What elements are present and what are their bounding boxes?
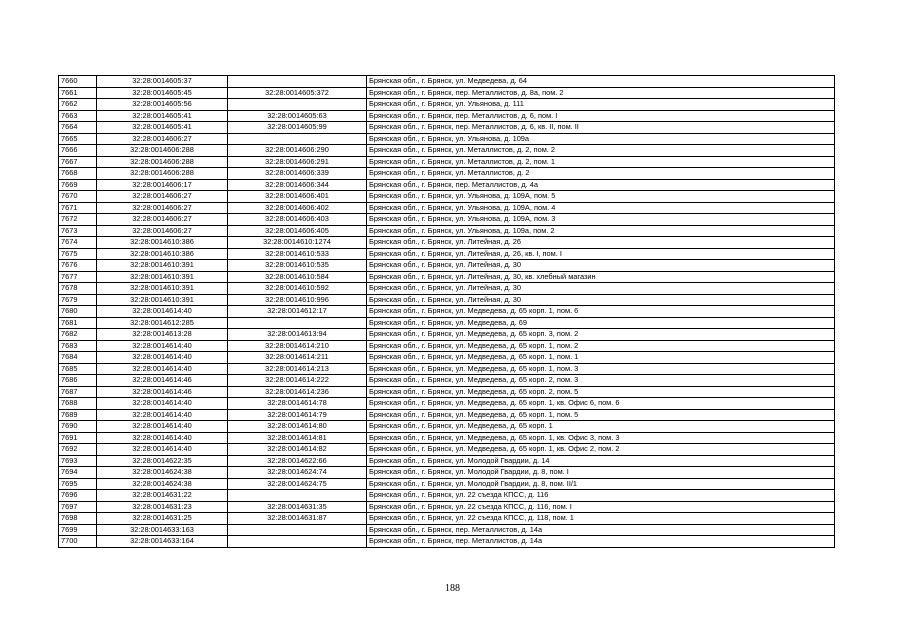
row-number-cell: 7681 [59, 317, 97, 329]
address-cell: Брянская обл., г. Брянск, ул. Молодой Гвардии, д. 14 [367, 455, 835, 467]
object-cadastral-number-cell: 32:28:0014614:210 [228, 340, 367, 352]
object-cadastral-number-cell: 32:28:0014605:63 [228, 110, 367, 122]
table-row [59, 306, 835, 318]
table-row [59, 501, 835, 513]
object-cadastral-number-cell: 32:28:0014631:35 [228, 501, 367, 513]
table-row [59, 145, 835, 157]
parcel-cadastral-number-cell: 32:28:0014606:27 [97, 225, 228, 237]
table-row [59, 432, 835, 444]
object-cadastral-number-cell: 32:28:0014605:99 [228, 122, 367, 134]
row-number-cell: 7682 [59, 329, 97, 341]
address-cell: Брянская обл., г. Брянск, ул. Медведева, д. 65 корп. 1, пом. 3 [367, 363, 835, 375]
object-cadastral-number-cell: 32:28:0014614:79 [228, 409, 367, 421]
address-cell: Брянская обл., г. Брянск, ул. Медведева, д. 65 корп. 1, кв. Офис 2, пом. 2 [367, 444, 835, 456]
row-number-cell: 7665 [59, 133, 97, 145]
table-row [59, 202, 835, 214]
table-row [59, 524, 835, 536]
object-cadastral-number-cell: 32:28:0014610:1274 [228, 237, 367, 249]
table-row [59, 398, 835, 410]
table-row [59, 536, 835, 548]
row-number-cell: 7691 [59, 432, 97, 444]
table-row [59, 248, 835, 260]
row-number-cell: 7661 [59, 87, 97, 99]
object-cadastral-number-cell [228, 133, 367, 145]
parcel-cadastral-number-cell: 32:28:0014606:27 [97, 133, 228, 145]
row-number-cell: 7675 [59, 248, 97, 260]
row-number-cell: 7676 [59, 260, 97, 272]
table-row [59, 478, 835, 490]
address-cell: Брянская обл., г. Брянск, ул. Медведева, д. 65 корп. 2, пом. 3 [367, 375, 835, 387]
table-row [59, 133, 835, 145]
parcel-cadastral-number-cell: 32:28:0014610:391 [97, 294, 228, 306]
table-row [59, 110, 835, 122]
object-cadastral-number-cell: 32:28:0014624:75 [228, 478, 367, 490]
table-row [59, 329, 835, 341]
parcel-cadastral-number-cell: 32:28:0014606:288 [97, 145, 228, 157]
object-cadastral-number-cell: 32:28:0014606:401 [228, 191, 367, 203]
table-row [59, 76, 835, 88]
parcel-cadastral-number-cell: 32:28:0014614:46 [97, 386, 228, 398]
object-cadastral-number-cell: 32:28:0014606:402 [228, 202, 367, 214]
table-row [59, 179, 835, 191]
parcel-cadastral-number-cell: 32:28:0014614:40 [97, 432, 228, 444]
object-cadastral-number-cell [228, 76, 367, 88]
table-row [59, 352, 835, 364]
page-number: 188 [445, 583, 460, 594]
object-cadastral-number-cell: 32:28:0014622:66 [228, 455, 367, 467]
table-row [59, 214, 835, 226]
object-cadastral-number-cell [228, 317, 367, 329]
object-cadastral-number-cell: 32:28:0014606:344 [228, 179, 367, 191]
row-number-cell: 7686 [59, 375, 97, 387]
address-cell: Брянская обл., г. Брянск, ул. Медведева, д. 65 корп. 2, пом. 5 [367, 386, 835, 398]
parcel-cadastral-number-cell: 32:28:0014613:28 [97, 329, 228, 341]
table-row [59, 490, 835, 502]
row-number-cell: 7672 [59, 214, 97, 226]
parcel-cadastral-number-cell: 32:28:0014606:288 [97, 168, 228, 180]
table-row [59, 513, 835, 525]
parcel-cadastral-number-cell: 32:28:0014612:285 [97, 317, 228, 329]
row-number-cell: 7685 [59, 363, 97, 375]
row-number-cell: 7677 [59, 271, 97, 283]
object-cadastral-number-cell: 32:28:0014614:213 [228, 363, 367, 375]
row-number-cell: 7666 [59, 145, 97, 157]
parcel-cadastral-number-cell: 32:28:0014606:17 [97, 179, 228, 191]
table-row [59, 455, 835, 467]
address-cell: Брянская обл., г. Брянск, ул. Медведева, д. 65 корп. 3, пом. 2 [367, 329, 835, 341]
object-cadastral-number-cell [228, 524, 367, 536]
object-cadastral-number-cell: 32:28:0014614:81 [228, 432, 367, 444]
row-number-cell: 7700 [59, 536, 97, 548]
address-cell: Брянская обл., г. Брянск, ул. Медведева, д. 65 корп. 1, пом. 2 [367, 340, 835, 352]
object-cadastral-number-cell: 32:28:0014606:339 [228, 168, 367, 180]
address-cell: Брянская обл., г. Брянск, ул. Литейная, д. 26 [367, 237, 835, 249]
object-cadastral-number-cell: 32:28:0014610:535 [228, 260, 367, 272]
address-cell: Брянская обл., г. Брянск, ул. Медведева, д. 69 [367, 317, 835, 329]
row-number-cell: 7671 [59, 202, 97, 214]
address-cell: Брянская обл., г. Брянск, ул. Медведева, д. 65 корп. 1, кв. Офис 3, пом. 3 [367, 432, 835, 444]
row-number-cell: 7670 [59, 191, 97, 203]
address-cell: Брянская обл., г. Брянск, пер. Металлистов, д. 14а [367, 524, 835, 536]
parcel-cadastral-number-cell: 32:28:0014631:25 [97, 513, 228, 525]
object-cadastral-number-cell: 32:28:0014612:17 [228, 306, 367, 318]
parcel-cadastral-number-cell: 32:28:0014606:27 [97, 214, 228, 226]
object-cadastral-number-cell: 32:28:0014614:82 [228, 444, 367, 456]
table-row [59, 260, 835, 272]
parcel-cadastral-number-cell: 32:28:0014605:41 [97, 122, 228, 134]
object-cadastral-number-cell: 32:28:0014614:211 [228, 352, 367, 364]
address-cell: Брянская обл., г. Брянск, ул. Медведева, д. 65 корп. 1 [367, 421, 835, 433]
address-cell: Брянская обл., г. Брянск, ул. Ульянова, д. 109А, пом. 4 [367, 202, 835, 214]
object-cadastral-number-cell: 32:28:0014606:403 [228, 214, 367, 226]
row-number-cell: 7663 [59, 110, 97, 122]
table-row [59, 386, 835, 398]
address-cell: Брянская обл., г. Брянск, ул. 22 съезда КПСС, д. 116 [367, 490, 835, 502]
address-cell: Брянская обл., г. Брянск, пер. Металлистов, д. 6, пом. I [367, 110, 835, 122]
row-number-cell: 7678 [59, 283, 97, 295]
parcel-cadastral-number-cell: 32:28:0014633:163 [97, 524, 228, 536]
object-cadastral-number-cell: 32:28:0014606:290 [228, 145, 367, 157]
object-cadastral-number-cell [228, 99, 367, 111]
object-cadastral-number-cell: 32:28:0014610:533 [228, 248, 367, 260]
table-row [59, 99, 835, 111]
object-cadastral-number-cell: 32:28:0014614:80 [228, 421, 367, 433]
address-cell: Брянская обл., г. Брянск, ул. 22 съезда КПСС, д. 116, пом. I [367, 501, 835, 513]
parcel-cadastral-number-cell: 32:28:0014633:164 [97, 536, 228, 548]
table-row [59, 225, 835, 237]
object-cadastral-number-cell: 32:28:0014610:996 [228, 294, 367, 306]
row-number-cell: 7693 [59, 455, 97, 467]
parcel-cadastral-number-cell: 32:28:0014624:38 [97, 467, 228, 479]
address-cell: Брянская обл., г. Брянск, ул. Ульянова, д. 109а [367, 133, 835, 145]
object-cadastral-number-cell: 32:28:0014606:291 [228, 156, 367, 168]
address-cell: Брянская обл., г. Брянск, ул. Медведева, д. 65 корп. 1, пом. 5 [367, 409, 835, 421]
address-cell: Брянская обл., г. Брянск, пер. Металлистов, д. 4а [367, 179, 835, 191]
address-cell: Брянская обл., г. Брянск, ул. Литейная, д. 30 [367, 294, 835, 306]
row-number-cell: 7697 [59, 501, 97, 513]
table-row [59, 467, 835, 479]
table-row [59, 156, 835, 168]
parcel-cadastral-number-cell: 32:28:0014614:40 [97, 340, 228, 352]
table-row [59, 409, 835, 421]
row-number-cell: 7683 [59, 340, 97, 352]
object-cadastral-number-cell: 32:28:0014605:372 [228, 87, 367, 99]
table-row [59, 237, 835, 249]
row-number-cell: 7690 [59, 421, 97, 433]
address-cell: Брянская обл., г. Брянск, ул. Литейная, д. 30, кв. хлебный магазин [367, 271, 835, 283]
object-cadastral-number-cell: 32:28:0014624:74 [228, 467, 367, 479]
row-number-cell: 7694 [59, 467, 97, 479]
address-cell: Брянская обл., г. Брянск, ул. Литейная, д. 30 [367, 260, 835, 272]
parcel-cadastral-number-cell: 32:28:0014624:38 [97, 478, 228, 490]
address-cell: Брянская обл., г. Брянск, ул. Ульянова, д. 109А, пом. 5 [367, 191, 835, 203]
object-cadastral-number-cell [228, 490, 367, 502]
parcel-cadastral-number-cell: 32:28:0014614:40 [97, 444, 228, 456]
registry-table [58, 75, 835, 548]
table-row [59, 317, 835, 329]
parcel-cadastral-number-cell: 32:28:0014614:40 [97, 352, 228, 364]
parcel-cadastral-number-cell: 32:28:0014622:35 [97, 455, 228, 467]
row-number-cell: 7689 [59, 409, 97, 421]
table-row [59, 444, 835, 456]
table-row [59, 283, 835, 295]
parcel-cadastral-number-cell: 32:28:0014610:386 [97, 248, 228, 260]
row-number-cell: 7673 [59, 225, 97, 237]
address-cell: Брянская обл., г. Брянск, пер. Металлистов, д. 14а [367, 536, 835, 548]
address-cell: Брянская обл., г. Брянск, ул. Медведева, д. 65 корп. 1, пом. 1 [367, 352, 835, 364]
address-cell: Брянская обл., г. Брянск, ул. Ульянова, д. 111 [367, 99, 835, 111]
address-cell: Брянская обл., г. Брянск, ул. Ульянова, д. 109а, пом. 2 [367, 225, 835, 237]
parcel-cadastral-number-cell: 32:28:0014610:391 [97, 260, 228, 272]
address-cell: Брянская обл., г. Брянск, ул. Медведева, д. 64 [367, 76, 835, 88]
parcel-cadastral-number-cell: 32:28:0014610:391 [97, 283, 228, 295]
parcel-cadastral-number-cell: 32:28:0014614:40 [97, 409, 228, 421]
parcel-cadastral-number-cell: 32:28:0014614:40 [97, 421, 228, 433]
address-cell: Брянская обл., г. Брянск, ул. Металлистов, д. 2, пом. 2 [367, 145, 835, 157]
table-row [59, 271, 835, 283]
parcel-cadastral-number-cell: 32:28:0014606:288 [97, 156, 228, 168]
row-number-cell: 7667 [59, 156, 97, 168]
object-cadastral-number-cell: 32:28:0014610:584 [228, 271, 367, 283]
parcel-cadastral-number-cell: 32:28:0014631:22 [97, 490, 228, 502]
row-number-cell: 7698 [59, 513, 97, 525]
object-cadastral-number-cell: 32:28:0014610:592 [228, 283, 367, 295]
parcel-cadastral-number-cell: 32:28:0014614:40 [97, 363, 228, 375]
address-cell: Брянская обл., г. Брянск, ул. Молодой Гвардии, д. 8, пом. II/1 [367, 478, 835, 490]
parcel-cadastral-number-cell: 32:28:0014605:41 [97, 110, 228, 122]
address-cell: Брянская обл., г. Брянск, ул. Ульянова, д. 109А, пом. 3 [367, 214, 835, 226]
table-row [59, 363, 835, 375]
parcel-cadastral-number-cell: 32:28:0014631:23 [97, 501, 228, 513]
parcel-cadastral-number-cell: 32:28:0014610:391 [97, 271, 228, 283]
address-cell: Брянская обл., г. Брянск, ул. Металлистов, д. 2 [367, 168, 835, 180]
row-number-cell: 7684 [59, 352, 97, 364]
address-cell: Брянская обл., г. Брянск, ул. 22 съезда КПСС, д. 118, пом. 1 [367, 513, 835, 525]
table-row [59, 87, 835, 99]
table-row [59, 421, 835, 433]
address-cell: Брянская обл., г. Брянск, ул. Литейная, д. 30 [367, 283, 835, 295]
object-cadastral-number-cell: 32:28:0014614:78 [228, 398, 367, 410]
address-cell: Брянская обл., г. Брянск, ул. Молодой Гвардии, д. 8, пом. I [367, 467, 835, 479]
registry-table-body [59, 76, 835, 548]
parcel-cadastral-number-cell: 32:28:0014614:46 [97, 375, 228, 387]
address-cell: Брянская обл., г. Брянск, пер. Металлистов, д. 6, кв. II, пом. II [367, 122, 835, 134]
address-cell: Брянская обл., г. Брянск, пер. Металлистов, д. 8а, пом. 2 [367, 87, 835, 99]
parcel-cadastral-number-cell: 32:28:0014614:40 [97, 398, 228, 410]
object-cadastral-number-cell: 32:28:0014606:405 [228, 225, 367, 237]
table-row [59, 168, 835, 180]
object-cadastral-number-cell: 32:28:0014631:87 [228, 513, 367, 525]
row-number-cell: 7669 [59, 179, 97, 191]
address-cell: Брянская обл., г. Брянск, ул. Металлистов, д. 2, пом. 1 [367, 156, 835, 168]
object-cadastral-number-cell [228, 536, 367, 548]
row-number-cell: 7668 [59, 168, 97, 180]
row-number-cell: 7674 [59, 237, 97, 249]
parcel-cadastral-number-cell: 32:28:0014610:386 [97, 237, 228, 249]
object-cadastral-number-cell: 32:28:0014613:94 [228, 329, 367, 341]
table-row [59, 122, 835, 134]
row-number-cell: 7695 [59, 478, 97, 490]
parcel-cadastral-number-cell: 32:28:0014605:56 [97, 99, 228, 111]
address-cell: Брянская обл., г. Брянск, ул. Медведева, д. 65 корп. 1, кв. Офис 6, пом. 6 [367, 398, 835, 410]
parcel-cadastral-number-cell: 32:28:0014606:27 [97, 191, 228, 203]
table-row [59, 191, 835, 203]
table-row [59, 294, 835, 306]
row-number-cell: 7699 [59, 524, 97, 536]
row-number-cell: 7679 [59, 294, 97, 306]
object-cadastral-number-cell: 32:28:0014614:222 [228, 375, 367, 387]
object-cadastral-number-cell: 32:28:0014614:236 [228, 386, 367, 398]
parcel-cadastral-number-cell: 32:28:0014614:40 [97, 306, 228, 318]
row-number-cell: 7696 [59, 490, 97, 502]
row-number-cell: 7687 [59, 386, 97, 398]
table-row [59, 375, 835, 387]
table-row [59, 340, 835, 352]
row-number-cell: 7660 [59, 76, 97, 88]
parcel-cadastral-number-cell: 32:28:0014606:27 [97, 202, 228, 214]
row-number-cell: 7692 [59, 444, 97, 456]
row-number-cell: 7688 [59, 398, 97, 410]
row-number-cell: 7662 [59, 99, 97, 111]
row-number-cell: 7680 [59, 306, 97, 318]
parcel-cadastral-number-cell: 32:28:0014605:37 [97, 76, 228, 88]
row-number-cell: 7664 [59, 122, 97, 134]
parcel-cadastral-number-cell: 32:28:0014605:45 [97, 87, 228, 99]
address-cell: Брянская обл., г. Брянск, ул. Медведева, д. 65 корп. 1, пом. 6 [367, 306, 835, 318]
address-cell: Брянская обл., г. Брянск, ул. Литейная, д. 26, кв. I, пом. I [367, 248, 835, 260]
